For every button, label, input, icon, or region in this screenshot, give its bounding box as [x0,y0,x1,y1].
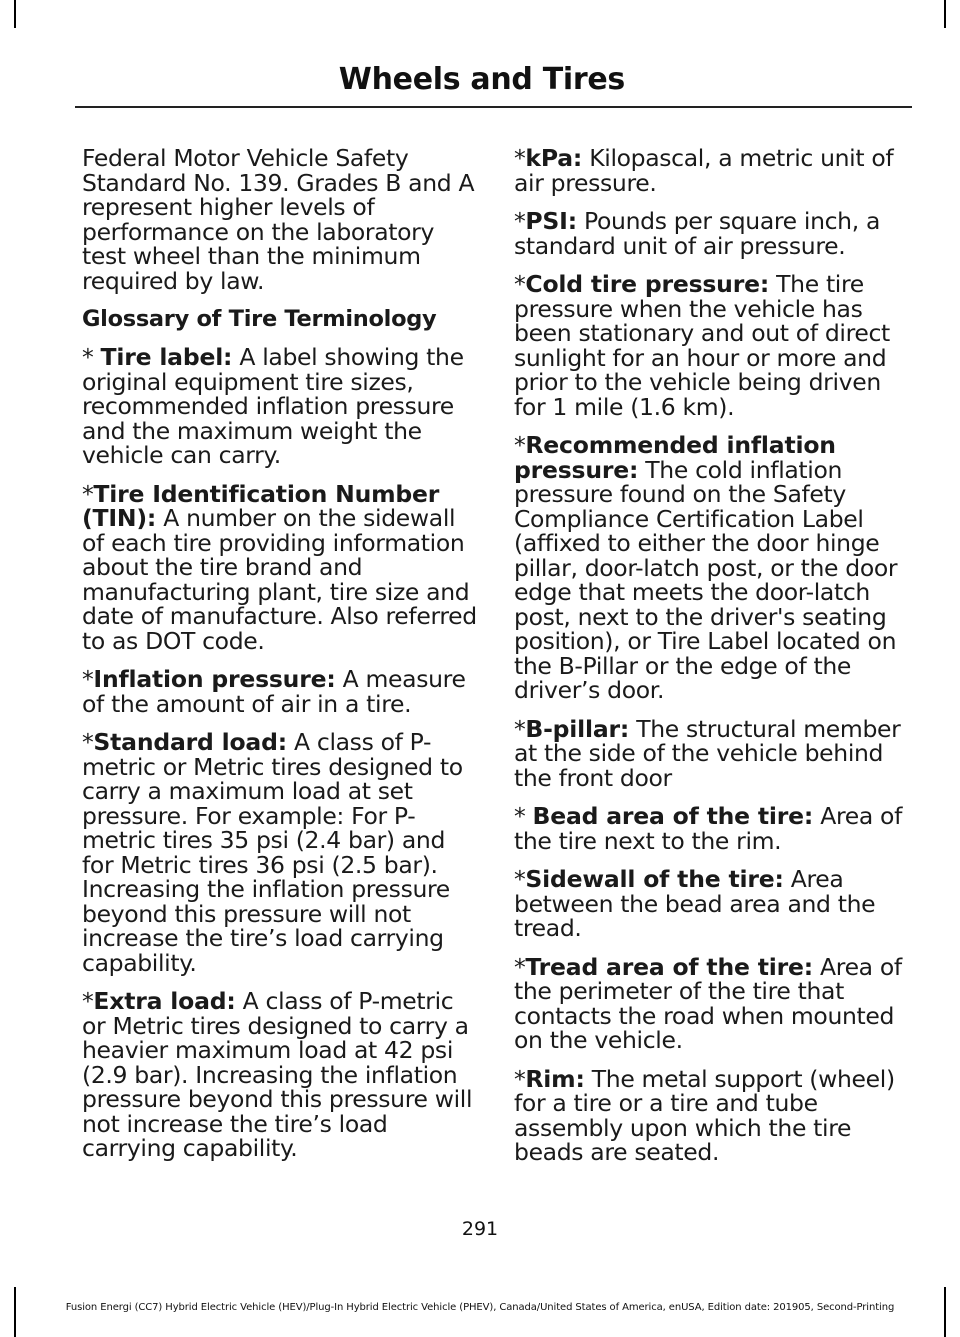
glossary-entry [514,952,910,1054]
right-column [514,146,910,1179]
entry-prefix: * [514,144,526,172]
page-header-title: Wheels and Tires [338,62,625,97]
entry-prefix: * [514,1064,526,1093]
entry-term: PSI: [525,207,577,235]
entry-term: kPa: [525,144,583,172]
glossary-entry [82,730,478,975]
entry-term: Rim: [525,1064,585,1093]
entry-term: Bead area of the tire: [532,802,814,830]
entry-definition: Area of the perimeter of the tire that contacts the road when mounted on the vehicle. [514,952,902,1054]
entry-prefix: * [514,270,526,298]
entry-term: Extra load: [93,987,236,1015]
entry-term: Recommended inflation pressure: [514,431,836,484]
entry-term: Tire label: [100,343,233,371]
glossary-entry [514,1064,910,1166]
entry-prefix: * [514,952,526,981]
entry-term: Sidewall of the tire: [525,865,784,893]
header-divider [75,106,912,108]
glossary-heading: Glossary of Tire Terminology [82,306,437,332]
entry-definition: A number on the sidewall of each tire providing information about the tire brand and manufacturing plant, tire size and date of manufacture. Also referred to as DOT code. [82,504,477,655]
glossary-entry [514,804,910,853]
entry-definition: A class of P-metric or Metric tires designed to carry a maximum load at set pressure. For example: For P-metric tires 35 psi (2.4 bar) and for Metric tires 36 psi (2.5 bar). Increasing the inflation pressure beyond this pressure will not increase the tire’s load carrying capability. [82,728,463,977]
glossary-entry [82,479,478,655]
entry-prefix: * [82,987,94,1015]
entry-definition: The cold inflation pressure found on the Safety Compliance Certification Label (affixed to either the door hinge pillar, door-latch post, or the door edge that meets the door-latch post, next to the driver's seating position), or Tire Label located on the B-Pillar or the edge of the driver’s door. [514,455,898,704]
entry-term: B-pillar: [525,714,630,743]
glossary-entry [514,146,910,195]
entry-prefix: * [82,479,94,508]
page-footer: Fusion Energi (CC7) Hybrid Electric Vehicle (HEV)/Plug-In Hybrid Electric Vehicle (PHEV), Canada/United States of America, enUSA, Edition date: 201905, Second-Printing [65,1302,895,1313]
entry-prefix: * [514,431,526,459]
left-column [82,146,478,1175]
intro-paragraph: Federal Motor Vehicle Safety Standard No. 139. Grades B and A represent higher levels of performance on the laboratory test wheel than the minimum required by law. [82,144,475,295]
entry-prefix: * [514,802,533,830]
crop-mark-top-right-vertical [944,0,946,28]
entry-prefix: * [82,665,94,693]
entry-term: Inflation pressure: [93,665,336,693]
glossary-entry [514,714,910,792]
entry-prefix: * [514,714,526,743]
entry-term: Tire Identification Number (TIN): [82,479,440,532]
entry-definition: The structural member at the side of the vehicle behind the front door [514,714,901,792]
entry-term: Standard load: [93,728,287,756]
glossary-entry [514,433,910,703]
glossary-entry [82,989,478,1161]
glossary-entry [514,209,910,258]
entry-definition: A class of P-metric or Metric tires designed to carry a heavier maximum load at 42 psi (2.9 bar). Increasing the inflation pressure beyond this pressure will not increase the tire’s load carrying capability. [82,987,473,1162]
entry-definition: Area of the tire next to the rim. [514,802,902,855]
entry-prefix: * [514,207,526,235]
glossary-entry [514,272,910,419]
entry-term: Cold tire pressure: [525,270,770,298]
entry-prefix: * [82,728,94,756]
glossary-entry [82,667,478,716]
glossary-entry [514,867,910,941]
crop-mark-top-left-vertical [14,0,16,28]
entry-definition: A label showing the original equipment tire sizes, recommended inflation pressure and the maximum weight the vehicle can carry. [82,343,464,469]
entry-definition: Kilopascal, a metric unit of air pressure. [514,144,894,197]
entry-term: Tread area of the tire: [525,952,813,981]
entry-definition: The metal support (wheel) for a tire or a tire and tube assembly upon which the tire beads are seated. [514,1064,895,1166]
entry-definition: A measure of the amount of air in a tire. [82,665,466,718]
entry-definition: Pounds per square inch, a standard unit of air pressure. [514,207,881,260]
entry-definition: The tire pressure when the vehicle has been stationary and out of direct sunlight for an hour or more and prior to the vehicle being driven for 1 mile (1.6 km). [514,270,890,421]
page-number: 291 [461,1218,499,1240]
entry-prefix: * [514,865,526,893]
glossary-entry [82,345,478,468]
entry-prefix: * [82,343,101,371]
entry-definition: Area between the bead area and the tread. [514,865,876,942]
